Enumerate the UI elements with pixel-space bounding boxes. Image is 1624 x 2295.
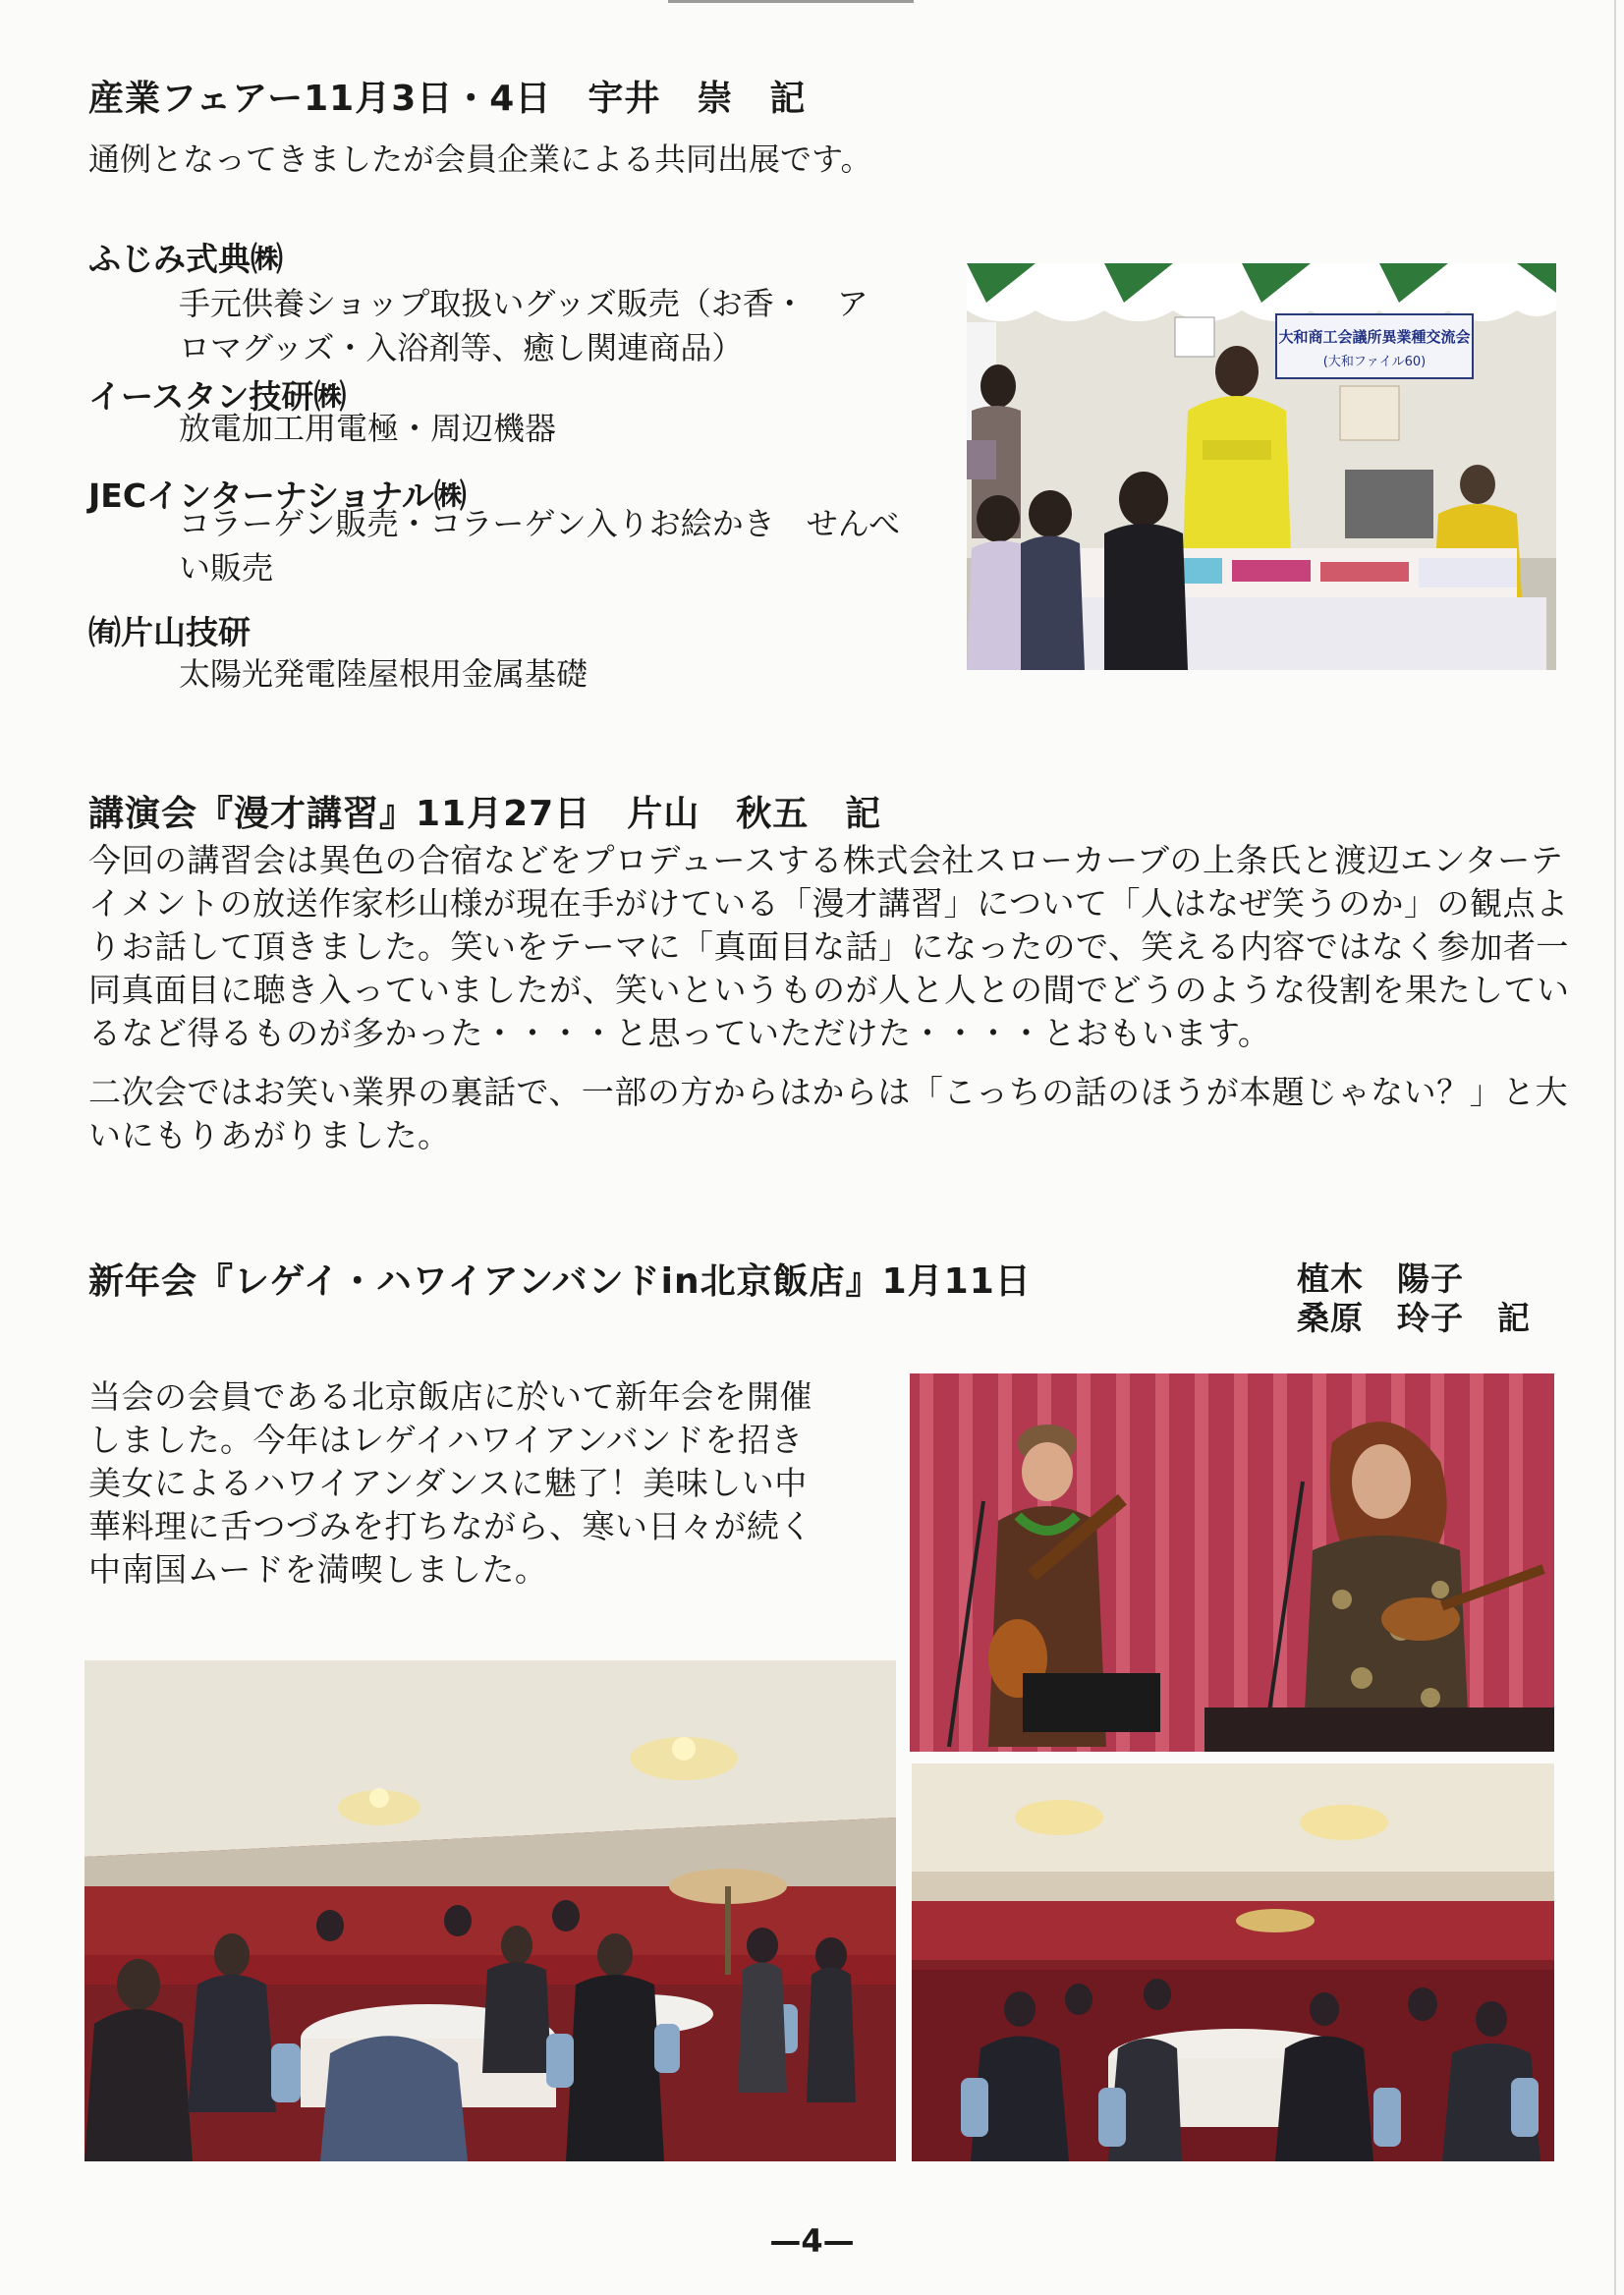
scan-edge-line [1614, 0, 1616, 2295]
company-desc: 放電加工用電極・周辺機器 [179, 410, 557, 447]
company-desc: 手元供養ショップ取扱いグッズ販売（お香・ アロマグッズ・入浴剤等、癒し関連商品） [179, 285, 868, 366]
section1-intro: 通例となってきましたが会員企業による共同出展です。 [88, 140, 872, 178]
author-name: 植木 陽子 [1297, 1259, 1464, 1298]
banquet-tables-photo [912, 1763, 1554, 2161]
banner-text: 大和商工会議所異業種交流会 [1278, 328, 1471, 346]
company-name: ふじみ式典㈱ [88, 240, 283, 278]
section2-paragraph1: 今回の講習会は異色の合宿などをプロデュースする株式会社スローカーブの上条氏と渡辺エンターテイメントの放送作家杉山様が現在手がけている「漫才講習」について「人はなぜ笑うのか」の観点よりお話して頂きました。笑いをテーマに「真面目な話」になったので、笑える内容ではなく参加者一同真面目に聴き入っていましたが、笑いというものが人と人との間でどうのような役割を果たしているなど得るものが多かった・・・・と思っていただけた・・・・とおもいます。 [88, 841, 1570, 1052]
company-name: イースタン技研㈱ [88, 377, 347, 416]
company-name: ㈲片山技研 [88, 613, 251, 651]
scan-top-mark [668, 0, 914, 3]
section2-paragraph2: 二次会ではお笑い業界の裏話で、一部の方からはからは「こっちの話のほうが本題じゃない？」と大いにもりあがりました。 [88, 1073, 1569, 1154]
company-name: JECインターナショナル㈱ [88, 476, 467, 515]
page-number: —4— [769, 2222, 855, 2260]
section1-heading: 産業フェアー11月3日・4日 宇井 崇 記 [88, 79, 807, 119]
company-desc: コラーゲン販売・コラーゲン入りお絵かき せんべい販売 [179, 505, 901, 587]
booth-photo [967, 263, 1556, 670]
banquet-hall-photo [84, 1660, 896, 2161]
section3-heading: 新年会『レゲイ・ハワイアンバンドin北京飯店』1月11日 [88, 1261, 1032, 1302]
company-desc: 太陽光発電陸屋根用金属基礎 [179, 655, 588, 693]
author-name: 桑原 玲子 記 [1297, 1299, 1531, 1337]
section3-paragraph: 当会の会員である北京飯店に於いて新年会を開催しました。今年はレゲイハワイアンバンドを招き美女によるハワイアンダンスに魅了！美味しい中華料理に舌つづみを打ちながら、寒い日々が続く中南国ムードを満喫しました。 [88, 1377, 812, 1589]
band-photo [910, 1373, 1554, 1752]
banner-subtext: (大和ファイル60) [1322, 355, 1427, 369]
section2-heading: 講演会『漫才講習』11月27日 片山 秋五 記 [88, 794, 882, 834]
